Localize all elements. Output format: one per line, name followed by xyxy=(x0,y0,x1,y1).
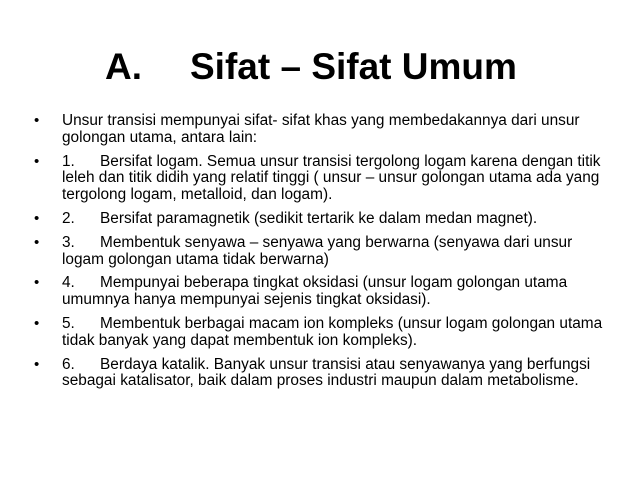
title-number: A. xyxy=(105,46,142,87)
bullet-icon: • xyxy=(34,233,40,251)
bullet-text: Bersifat logam. Semua unsur transisi tergolong logam karena dengan titik leleh dan titik didih yang relatif tinggi ( unsur – unsur golongan utama ada yang tergolong logam, metalloid, dan logam). xyxy=(62,152,601,204)
bullet-number: 6. xyxy=(62,355,75,373)
bullet-icon: • xyxy=(34,314,40,332)
bullet-number: 2. xyxy=(62,209,75,227)
bullet-item-intro xyxy=(34,113,614,147)
bullet-text: Membentuk berbagai macam ion kompleks (unsur logam golongan utama tidak banyak yang dapat membentuk ion kompleks). xyxy=(62,314,603,349)
bullet-item-2 xyxy=(34,211,614,228)
bullet-icon: • xyxy=(34,112,40,129)
slide-title xyxy=(0,42,638,92)
bullet-text: Berdaya katalik. Banyak unsur transisi atau senyawanya yang berfungsi sebagai katalisator, baik dalam proses industri maupun dalam metabolisme. xyxy=(62,355,591,390)
bullet-number: 1. xyxy=(62,152,75,170)
bullet-item-5 xyxy=(34,316,614,350)
bullet-item-3 xyxy=(34,235,614,269)
bullet-number: 4. xyxy=(62,274,75,292)
bullet-text: Mempunyai beberapa tingkat oksidasi (unsur logam golongan utama umumnya hanya mempunyai sejenis tingkat oksidasi). xyxy=(62,274,568,309)
bullet-item-6 xyxy=(34,357,614,391)
bullet-text: Unsur transisi mempunyai sifat- sifat khas yang membedakannya dari unsur golongan utama, antara lain: xyxy=(62,112,580,146)
bullet-list xyxy=(34,113,614,397)
bullet-text: Membentuk senyawa – senyawa yang berwarna (senyawa dari unsur logam golongan utama tidak berwarna) xyxy=(62,233,573,268)
title-text: Sifat – Sifat Umum xyxy=(190,46,517,87)
bullet-item-4 xyxy=(34,275,614,309)
bullet-number: 3. xyxy=(62,233,75,251)
bullet-number: 5. xyxy=(62,314,75,332)
bullet-text: Bersifat paramagnetik (sedikit tertarik ke dalam medan magnet). xyxy=(100,209,538,227)
bullet-icon: • xyxy=(34,274,40,292)
bullet-icon: • xyxy=(34,209,40,227)
bullet-icon: • xyxy=(34,355,40,373)
bullet-item-1 xyxy=(34,154,614,204)
bullet-icon: • xyxy=(34,152,40,170)
